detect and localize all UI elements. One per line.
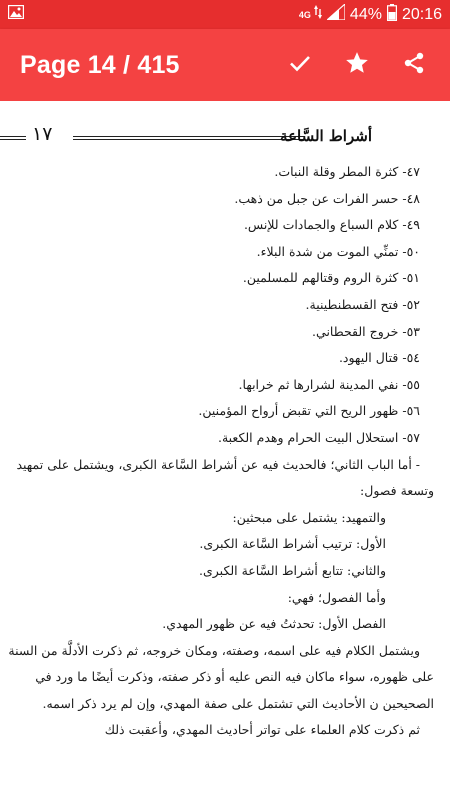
share-icon [402, 51, 426, 79]
text-line: ٤٨- حسر الفرات عن جبل من ذهب. [234, 190, 420, 206]
text-line: ٥٧- استحلال البيت الحرام وهدم الكعبة. [217, 429, 420, 445]
text-line: الفصل الأول: تحدثتُ فيه عن ظهور المهدي. [162, 616, 386, 632]
signal-icon [327, 4, 345, 25]
data-arrows-icon [314, 5, 322, 24]
bookmark-button[interactable] [337, 45, 377, 85]
chapter-title: أشراط السَّاعة [280, 127, 372, 145]
text-line: ٥٥- نفي المدينة لشرارها ثم خرابها. [238, 376, 420, 392]
text-line: ويشتمل الكلام فيه على اسمه، وصفته، ومكان خروجه، ثم ذكرت الأدلَّة من السنة [8, 642, 420, 658]
text-line: على ظهوره، سواء ماكان فيه النص عليه أو ذكر صفته، وذكرت أيضًا ما ورد في [35, 669, 434, 685]
book-page[interactable] [0, 101, 450, 800]
text-line: - أما الباب الثاني؛ فالحديث فيه عن أشراط السَّاعة الكبرى، ويشتمل على تمهيد [16, 456, 420, 472]
checkmark-icon [288, 51, 312, 79]
text-line: ثم ذكرت كلام العلماء على تواتر أحاديث المهدي، وأعقبت ذلك [104, 722, 420, 738]
network-type: 4G [298, 9, 311, 20]
text-line: الأول: ترتيب أشراط السَّاعة الكبرى. [199, 536, 386, 552]
page-header [0, 123, 450, 157]
text-line: ٥١- كثرة الروم وقتالهم للمسلمين. [242, 270, 420, 286]
battery-percent: 44% [349, 5, 382, 23]
text-line: والتمهيد: يشتمل على مبحثين: [232, 509, 386, 525]
status-left [8, 5, 24, 24]
text-line: وأما الفصول؛ فهي: [287, 589, 386, 605]
status-bar [0, 0, 450, 29]
go-to-page-button[interactable] [280, 45, 320, 85]
star-icon [344, 50, 370, 80]
text-line: ٥٣- خروج القحطاني. [312, 323, 420, 339]
text-line: ٥٤- قتال اليهود. [338, 350, 420, 366]
page-number: ١٧ [32, 123, 53, 145]
clock: 20:16 [401, 5, 442, 23]
page-indicator: Page 14 / 415 [20, 50, 180, 79]
text-line: ٥٢- فتح القسطنطينية. [305, 296, 420, 312]
header-rule-left [0, 136, 26, 140]
text-line: الصحيحين ن الأحاديث التي تشتمل على صفة المهدي، وإن لم يرد ذكر اسمه. [42, 695, 434, 711]
image-notification-icon [8, 5, 24, 24]
text-line: وتسعة فصول: [360, 483, 434, 499]
text-line: ٥٠- تمنِّي الموت من شدة البلاء. [256, 243, 420, 259]
text-line: ٥٦- ظهور الريح التي تقبض أرواح المؤمنين. [198, 403, 420, 419]
toolbar [0, 29, 450, 101]
share-button[interactable] [394, 45, 434, 85]
header-rule [73, 136, 305, 140]
text-line: والثاني: تتابع أشراط السَّاعة الكبرى. [199, 562, 386, 578]
battery-icon [387, 4, 397, 26]
status-right [299, 4, 442, 26]
page-text [6, 159, 434, 744]
text-line: ٤٩- كلام السباع والجمادات للإنس. [243, 217, 420, 233]
text-line: ٤٧- كثرة المطر وقلة النبات. [274, 164, 420, 179]
